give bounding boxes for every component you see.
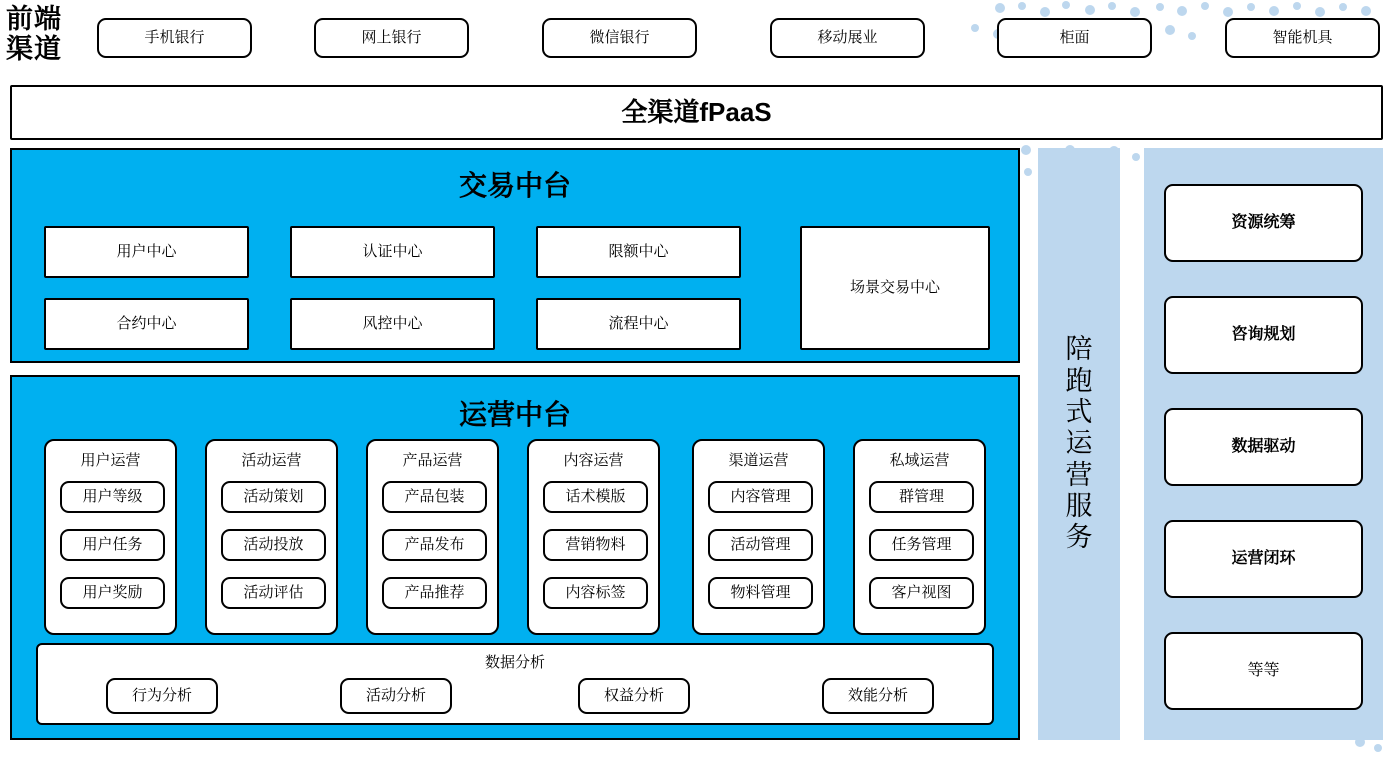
channel-label: 移动展业 xyxy=(817,29,878,47)
right-item-etc[interactable] xyxy=(1164,632,1363,710)
right-item-data-driven[interactable] xyxy=(1164,408,1363,486)
group-title: 活动运营 xyxy=(241,452,302,469)
channel-label: 微信银行 xyxy=(589,29,650,47)
group-title: 私域运营 xyxy=(889,452,950,469)
group-item[interactable] xyxy=(221,577,326,609)
group-item-label: 活动管理 xyxy=(730,536,791,554)
channel-wechat-bank[interactable] xyxy=(542,18,697,58)
group-item[interactable] xyxy=(382,481,487,513)
group-item[interactable] xyxy=(60,529,165,561)
group-item[interactable] xyxy=(382,577,487,609)
service-strip-label: 陪跑式运营服务 xyxy=(1065,334,1093,553)
data-analysis-item-label: 权益分析 xyxy=(603,687,664,705)
group-item-label: 话术模版 xyxy=(565,488,626,506)
tile-label: 合约中心 xyxy=(116,315,177,333)
group-item-label: 物料管理 xyxy=(730,584,791,602)
group-campaign-operations xyxy=(205,439,338,635)
group-item-label: 用户奖励 xyxy=(82,584,143,602)
group-item-label: 用户等级 xyxy=(82,488,143,506)
channel-smart-device[interactable] xyxy=(1225,18,1380,58)
group-item-label: 用户任务 xyxy=(82,536,143,554)
group-item-label: 产品推荐 xyxy=(404,584,465,602)
omnichannel-fpaas-bar xyxy=(10,85,1383,140)
tile-label: 认证中心 xyxy=(362,243,423,261)
channel-online-bank[interactable] xyxy=(314,18,469,58)
group-title: 渠道运营 xyxy=(728,452,789,469)
operations-center-title: 运营中台 xyxy=(458,399,571,430)
data-analysis-item[interactable] xyxy=(822,678,934,714)
channel-label: 智能机具 xyxy=(1272,29,1333,47)
front-channel-label xyxy=(6,4,90,64)
tile-label: 流程中心 xyxy=(608,315,669,333)
trade-center-panel xyxy=(10,148,1020,363)
group-title: 用户运营 xyxy=(80,452,141,469)
accompanying-operations-service-strip xyxy=(1038,148,1120,740)
group-item[interactable] xyxy=(543,481,648,513)
group-item-label: 产品发布 xyxy=(404,536,465,554)
channel-label: 柜面 xyxy=(1059,29,1090,47)
group-title: 内容运营 xyxy=(563,452,624,469)
tile-user-center[interactable] xyxy=(44,226,249,278)
right-item-label: 等等 xyxy=(1247,661,1280,679)
group-item[interactable] xyxy=(708,529,813,561)
right-item-label: 运营闭环 xyxy=(1231,549,1296,567)
trade-center-title: 交易中台 xyxy=(458,170,571,201)
data-analysis-item-label: 行为分析 xyxy=(131,687,192,705)
group-item-label: 活动投放 xyxy=(243,536,304,554)
group-item[interactable] xyxy=(869,577,974,609)
group-item[interactable] xyxy=(869,481,974,513)
group-item-label: 内容标签 xyxy=(565,584,626,602)
tile-scenario-trade-center[interactable] xyxy=(800,226,990,350)
group-item-label: 内容管理 xyxy=(730,488,791,506)
group-content-operations xyxy=(527,439,660,635)
fpaas-label: 全渠道fPaaS xyxy=(621,96,772,127)
tile-label: 用户中心 xyxy=(116,243,177,261)
data-analysis-title: 数据分析 xyxy=(484,654,545,671)
tile-label: 场景交易中心 xyxy=(849,279,940,297)
channel-label: 网上银行 xyxy=(361,29,422,47)
group-item[interactable] xyxy=(708,481,813,513)
group-item[interactable] xyxy=(869,529,974,561)
right-item-label: 数据驱动 xyxy=(1231,437,1296,455)
tile-process-center[interactable] xyxy=(536,298,741,350)
data-analysis-item[interactable] xyxy=(106,678,218,714)
group-user-operations xyxy=(44,439,177,635)
right-item-label: 资源统筹 xyxy=(1231,213,1296,231)
tile-label: 风控中心 xyxy=(362,315,423,333)
group-channel-operations xyxy=(692,439,825,635)
group-product-operations xyxy=(366,439,499,635)
right-item-resource-coordination[interactable] xyxy=(1164,184,1363,262)
channel-label: 手机银行 xyxy=(144,29,205,47)
data-analysis-item[interactable] xyxy=(340,678,452,714)
group-item[interactable] xyxy=(543,577,648,609)
group-item-label: 营销物料 xyxy=(565,536,626,554)
data-analysis-item[interactable] xyxy=(578,678,690,714)
group-item-label: 产品包装 xyxy=(404,488,465,506)
group-item[interactable] xyxy=(60,481,165,513)
group-private-domain-operations xyxy=(853,439,986,635)
channel-mobile-bank[interactable] xyxy=(97,18,252,58)
group-item-label: 任务管理 xyxy=(891,536,952,554)
right-item-operations-closed-loop[interactable] xyxy=(1164,520,1363,598)
group-item[interactable] xyxy=(708,577,813,609)
data-analysis-section xyxy=(36,643,994,725)
group-item[interactable] xyxy=(382,529,487,561)
channel-mobile-business[interactable] xyxy=(770,18,925,58)
channel-counter[interactable] xyxy=(997,18,1152,58)
group-item[interactable] xyxy=(60,577,165,609)
front-channel-label-line1: 前端 xyxy=(6,4,62,34)
group-item[interactable] xyxy=(221,481,326,513)
tile-risk-center[interactable] xyxy=(290,298,495,350)
tile-limit-center[interactable] xyxy=(536,226,741,278)
right-item-consulting-planning[interactable] xyxy=(1164,296,1363,374)
tile-auth-center[interactable] xyxy=(290,226,495,278)
group-title: 产品运营 xyxy=(402,452,463,469)
group-item[interactable] xyxy=(543,529,648,561)
group-item[interactable] xyxy=(221,529,326,561)
right-capability-column xyxy=(1144,148,1383,740)
tile-contract-center[interactable] xyxy=(44,298,249,350)
group-item-label: 活动评估 xyxy=(243,584,304,602)
group-item-label: 活动策划 xyxy=(243,488,304,506)
group-item-label: 客户视图 xyxy=(891,584,952,602)
front-channel-label-line2: 渠道 xyxy=(6,34,62,65)
tile-label: 限额中心 xyxy=(608,243,669,261)
data-analysis-item-label: 活动分析 xyxy=(365,687,426,705)
right-item-label: 咨询规划 xyxy=(1231,325,1296,343)
group-item-label: 群管理 xyxy=(898,488,944,506)
data-analysis-item-label: 效能分析 xyxy=(847,687,908,705)
